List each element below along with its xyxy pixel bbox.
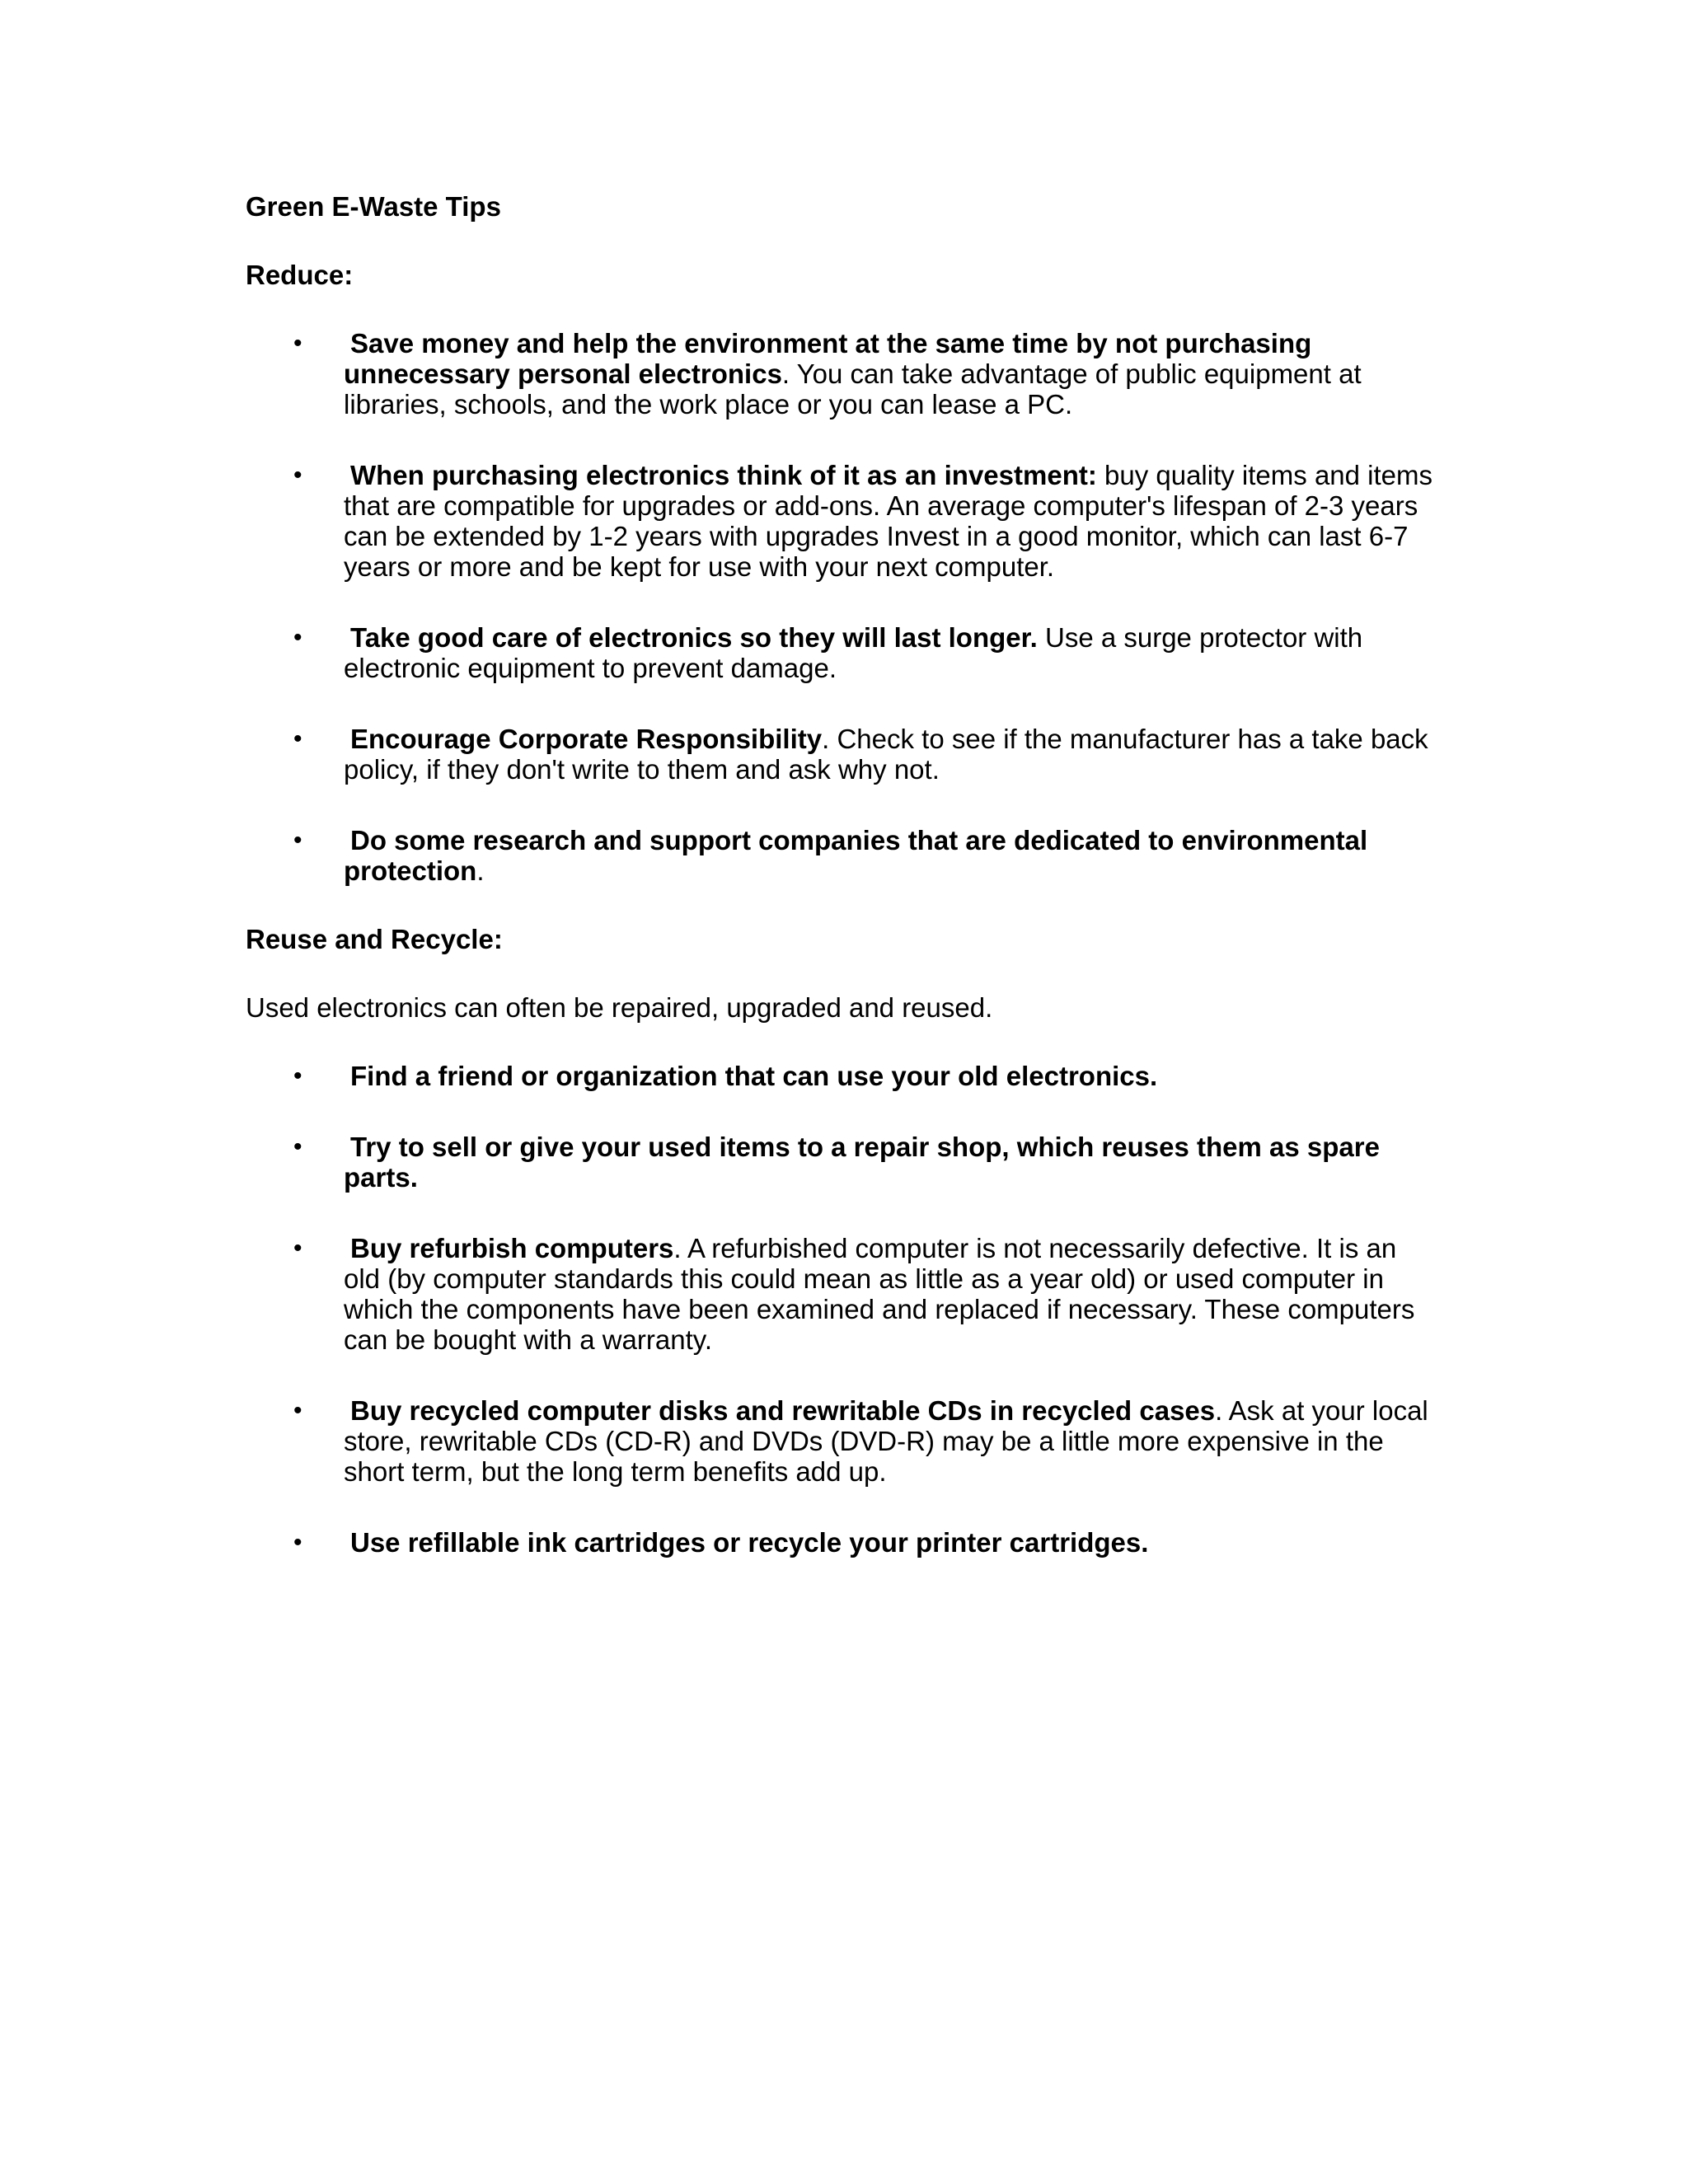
- tip-lead: Find a friend or organization that can use your old electronics.: [350, 1061, 1158, 1091]
- list-item: [246, 724, 1432, 785]
- tip-lead: Save money and help the environment at the same time by not purchasing unnecessary personal electronics: [344, 328, 1312, 389]
- reuse-list: [246, 1061, 1432, 1558]
- bullet-icon: •: [293, 827, 302, 854]
- bullet-icon: •: [293, 330, 302, 357]
- list-item: [246, 1061, 1432, 1091]
- tip-text: . Ask at your local store, rewritable CDs (CD-R) and DVDs (DVD-R) may be a little more expensive in the short term, but the long term benefits add up.: [344, 1395, 1428, 1487]
- list-item: [246, 1233, 1432, 1355]
- tip-text: Use a surge protector with electronic equipment to prevent damage.: [344, 622, 1363, 683]
- tip-text: . You can take advantage of public equipment at libraries, schools, and the work place or you can lease a PC.: [344, 359, 1362, 419]
- list-item: [246, 1527, 1432, 1558]
- bullet-icon: •: [293, 725, 302, 752]
- bullet-icon: •: [293, 1529, 302, 1556]
- document-title: Green E-Waste Tips: [246, 191, 501, 222]
- tip-lead: Try to sell or give your used items to a repair shop, which reuses them as spare parts.: [344, 1132, 1380, 1193]
- document-page: [246, 191, 1432, 1596]
- tip-lead: Buy refurbish computers: [350, 1233, 674, 1263]
- tip-text: . Check to see if the manufacturer has a take back policy, if they don't write to them and ask why not.: [344, 724, 1428, 785]
- tip-lead: Take good care of electronics so they will last longer.: [350, 622, 1038, 653]
- bullet-icon: •: [293, 462, 302, 489]
- bullet-icon: •: [293, 624, 302, 651]
- list-item: [246, 1395, 1432, 1487]
- tip-lead: When purchasing electronics think of it as an investment:: [350, 460, 1097, 490]
- bullet-icon: •: [293, 1235, 302, 1262]
- reuse-heading: Reuse and Recycle:: [246, 924, 503, 954]
- list-item: [246, 622, 1432, 683]
- list-item: [246, 460, 1432, 582]
- bullet-icon: •: [293, 1133, 302, 1160]
- tip-text: . A refurbished computer is not necessarily defective. It is an old (by computer standards this could mean as little as a year old) or used computer in which the components have been examined and replaced if necessary. These computers can be bought with a warranty.: [344, 1233, 1415, 1355]
- reduce-heading: Reduce:: [246, 260, 354, 290]
- tip-lead: Buy recycled computer disks and rewritable CDs in recycled cases: [350, 1395, 1216, 1426]
- tip-lead: Encourage Corporate Responsibility: [350, 724, 823, 754]
- bullet-icon: •: [293, 1397, 302, 1424]
- tip-text: buy quality items and items that are compatible for upgrades or add-ons. An average computer's lifespan of 2-3 years can be extended by 1-2 years with upgrades Invest in a good monitor, which can last 6-7 years or more and be kept for use with your next computer.: [344, 460, 1433, 582]
- tip-lead: Do some research and support companies that are dedicated to environmental protection: [344, 825, 1368, 886]
- list-item: [246, 1132, 1432, 1193]
- bullet-icon: •: [293, 1062, 302, 1090]
- tip-lead: Use refillable ink cartridges or recycle your printer cartridges.: [350, 1527, 1149, 1558]
- tip-text: .: [476, 855, 485, 886]
- reuse-intro: Used electronics can often be repaired, upgraded and reused.: [246, 992, 993, 1023]
- list-item: [246, 328, 1432, 419]
- list-item: [246, 825, 1432, 886]
- reduce-list: [246, 328, 1432, 886]
